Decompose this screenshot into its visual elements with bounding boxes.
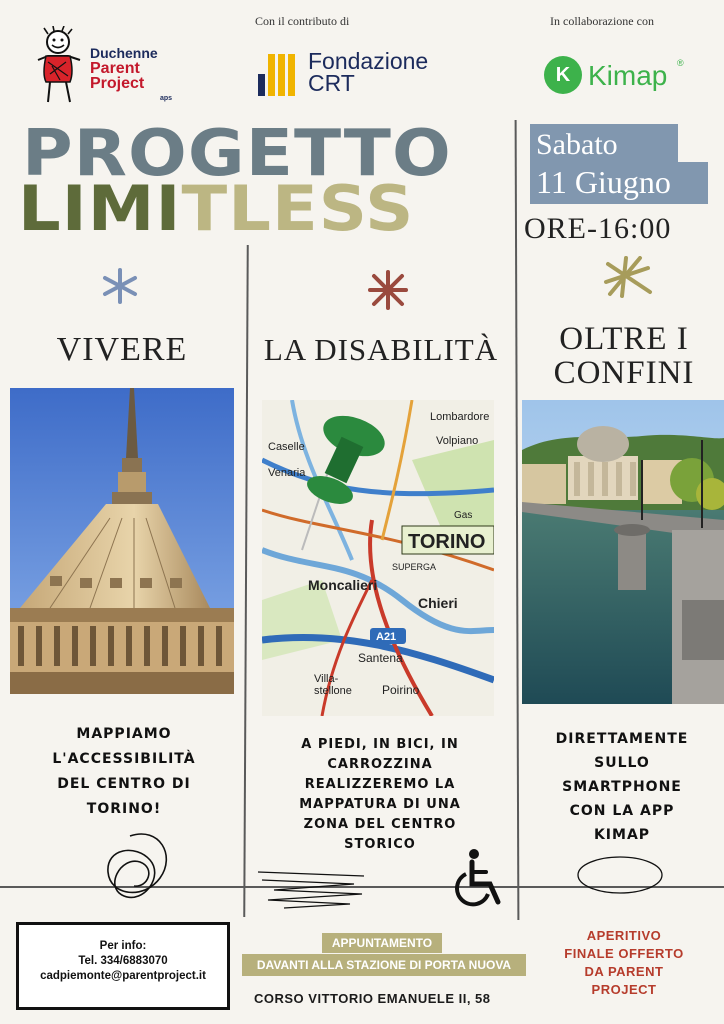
map-label-venaria: Venaria <box>268 467 306 479</box>
title-line2-part1: LIMI <box>18 172 182 245</box>
col2-body: A PIEDI, IN BICI, IN CARROZZINA REALIZZEREMO LA MAPPATURA DI UNA ZONA DEL CENTRO STORICO <box>299 737 461 852</box>
col3-heading-line1: OLTRE I <box>559 321 689 357</box>
info-phone[interactable]: Tel. 334/6883070 <box>78 955 168 967</box>
dpp-wordmark <box>90 46 172 106</box>
scribble-decoration-1 <box>100 826 180 912</box>
crt-line1: Fondazione <box>308 48 429 74</box>
divider-right <box>515 120 519 920</box>
svg-text:stellone: stellone <box>314 685 352 697</box>
dpp-line4: aps <box>160 95 173 102</box>
aperitivo-text: APERITIVO FINALE OFFERTO DA PARENT PROJECT <box>564 928 684 997</box>
col3-body: DIRETTAMENTE SULLO SMARTPHONE CON LA APP KIMAP <box>555 731 689 843</box>
scribble-decoration-3 <box>574 852 666 898</box>
date-box <box>530 124 708 206</box>
kimap-pin-icon: K <box>544 56 582 94</box>
crt-line2: CRT <box>308 70 355 96</box>
title-line2-part2: TLESS <box>181 172 415 245</box>
title-line1: PROGETTO <box>22 117 452 191</box>
col3-heading-line2: CONFINI <box>553 355 695 391</box>
map-label-volpiano: Volpiano <box>436 435 479 447</box>
dpp-line3: Project <box>90 75 145 92</box>
title-line2 <box>18 172 414 245</box>
map-label-moncalieri: Moncalieri <box>308 577 378 593</box>
dpp-line1: Duchenne <box>90 45 158 61</box>
contrib-label: Con il contributo di <box>255 14 350 28</box>
dpp-child-icon <box>30 26 90 106</box>
crt-bars-icon <box>258 52 295 96</box>
event-time: ORE-16:00 <box>524 212 672 245</box>
appuntamento-place: DAVANTI ALLA STAZIONE DI PORTA NUOVA <box>242 954 526 976</box>
map-label-poirino: Poirino <box>382 683 420 697</box>
map-label-chieri: Chieri <box>418 595 458 611</box>
event-date: 11 Giugno <box>536 164 671 200</box>
photo-map-pin <box>262 400 494 716</box>
collab-label: In collaborazione con <box>550 14 654 28</box>
appuntamento-label: APPUNTAMENTO <box>322 933 442 953</box>
map-label-villastellone: Villa- <box>314 673 339 685</box>
asterisk-icon-blue <box>102 268 138 304</box>
event-day: Sabato <box>536 128 618 161</box>
info-label: Per info: <box>99 940 147 952</box>
map-label-caselle: Caselle <box>268 441 305 453</box>
map-label-a21: A21 <box>376 631 397 643</box>
col1-body: MAPPIAMO L'ACCESSIBILITÀ DEL CENTRO DI TORINO! <box>52 726 196 817</box>
col3-heading <box>526 322 722 390</box>
asterisk-icon-khaki <box>600 256 656 298</box>
col1-heading: VIVERE <box>56 331 188 368</box>
wheelchair-icon <box>452 848 508 910</box>
map-label-lombardore: Lombardore <box>430 411 490 423</box>
appuntamento-address: CORSO VITTORIO EMANUELE II, 58 <box>254 991 491 1006</box>
col2-heading: LA DISABILITÀ <box>263 332 499 367</box>
map-label-superga: SUPERGA <box>392 562 437 572</box>
kimap-reg: ® <box>677 58 684 68</box>
map-label-santena: Santena <box>358 651 403 665</box>
scribble-decoration-2 <box>254 864 374 916</box>
photo-gran-madre <box>522 400 724 704</box>
photo-mole-antonelliana <box>10 388 234 694</box>
asterisk-icon-red <box>366 270 410 310</box>
info-box <box>16 922 230 1010</box>
kimap-name: Kimap <box>588 60 668 91</box>
dpp-line2: Parent <box>90 60 140 77</box>
map-label-gassino: Gas <box>454 510 473 521</box>
info-email[interactable]: cadpiemonte@parentproject.it <box>40 970 206 982</box>
map-label-torino: TORINO <box>408 531 486 553</box>
